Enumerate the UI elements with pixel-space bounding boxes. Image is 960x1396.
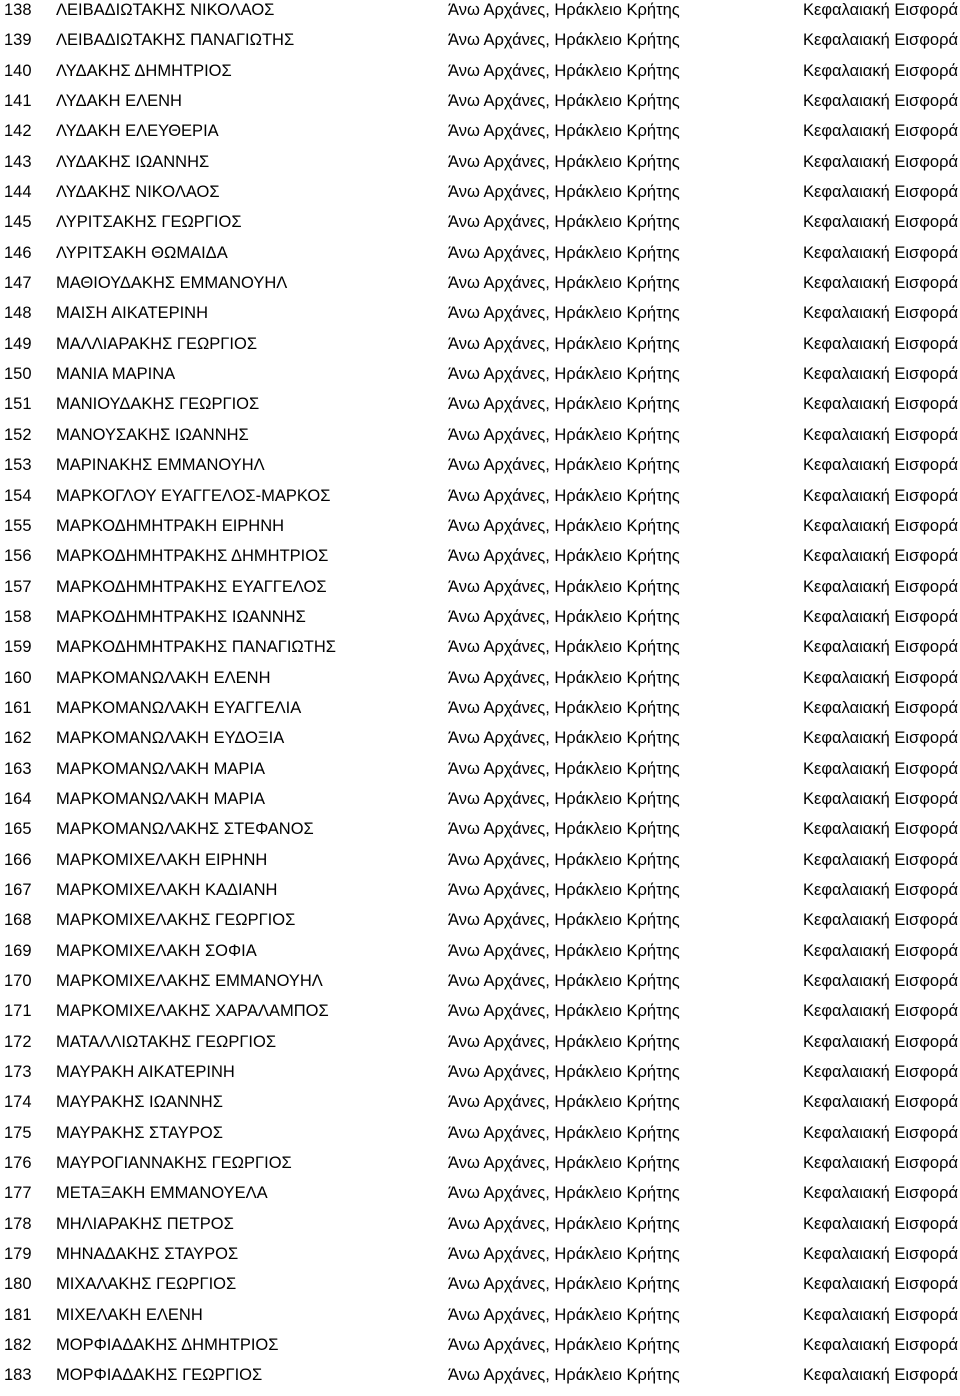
contribution-type: Κεφαλαιακή Εισφορά — [802, 304, 958, 323]
table-row — [0, 334, 960, 364]
row-number: 181 — [4, 1305, 32, 1324]
row-number: 155 — [4, 516, 32, 535]
contribution-type: Κεφαλαιακή Εισφορά — [802, 1123, 958, 1142]
member-name: ΜΑΝΟΥΣΑΚΗΣ ΙΩΑΝΝΗΣ — [56, 425, 249, 444]
member-name: ΛΕΙΒΑΔΙΩΤΑΚΗΣ ΝΙΚΟΛΑΟΣ — [56, 1, 275, 19]
member-location: Άνω Αρχάνες, Ηράκλειο Κρήτης — [448, 395, 680, 414]
member-name: ΜΑΡΚΟΜΑΝΩΛΑΚΗΣ ΣΤΕΦΑΝΟΣ — [56, 820, 314, 839]
row-number: 171 — [4, 1002, 32, 1021]
member-location: Άνω Αρχάνες, Ηράκλειο Κρήτης — [448, 1063, 680, 1082]
row-number: 142 — [4, 122, 32, 141]
contribution-type: Κεφαλαιακή Εισφορά — [802, 486, 958, 505]
contribution-type: Κεφαλαιακή Εισφορά — [802, 1184, 958, 1203]
member-location: Άνω Αρχάνες, Ηράκλειο Κρήτης — [448, 1154, 680, 1173]
member-name: ΜΑΥΡΟΓΙΑΝΝΑΚΗΣ ΓΕΩΡΓΙΟΣ — [56, 1154, 292, 1173]
member-location: Άνω Αρχάνες, Ηράκλειο Κρήτης — [448, 1305, 680, 1324]
table-row — [0, 61, 960, 91]
contribution-type: Κεφαλαιακή Εισφορά — [802, 1063, 958, 1082]
member-location: Άνω Αρχάνες, Ηράκλειο Κρήτης — [448, 486, 680, 505]
member-name: ΜΑΘΙΟΥΔΑΚΗΣ ΕΜΜΑΝΟΥΗΛ — [56, 274, 288, 293]
contribution-type: Κεφαλαιακή Εισφορά — [802, 61, 958, 80]
table-row — [0, 1305, 960, 1335]
member-name: ΛΥΔΑΚΗ ΕΛΕΝΗ — [56, 92, 182, 111]
member-location: Άνω Αρχάνες, Ηράκλειο Κρήτης — [448, 122, 680, 141]
contribution-type: Κεφαλαιακή Εισφορά — [802, 668, 958, 687]
table-row — [0, 30, 960, 60]
table-row — [0, 152, 960, 182]
member-location: Άνω Αρχάνες, Ηράκλειο Κρήτης — [448, 577, 680, 596]
contribution-type: Κεφαλαιακή Εισφορά — [802, 31, 958, 50]
member-name: ΜΑΝΙΑ ΜΑΡΙΝΑ — [56, 365, 176, 384]
table-row — [0, 1032, 960, 1062]
row-number: 154 — [4, 486, 32, 505]
row-number: 141 — [4, 92, 32, 111]
contribution-type: Κεφαλαιακή Εισφορά — [802, 547, 958, 566]
member-location: Άνω Αρχάνες, Ηράκλειο Κρήτης — [448, 547, 680, 566]
member-location: Άνω Αρχάνες, Ηράκλειο Κρήτης — [448, 1336, 680, 1355]
row-number: 153 — [4, 456, 32, 475]
table-row — [0, 941, 960, 971]
contribution-type: Κεφαλαιακή Εισφορά — [802, 729, 958, 748]
member-name: ΛΥΡΙΤΣΑΚΗΣ ΓΕΩΡΓΙΟΣ — [56, 213, 242, 232]
member-name: ΜΑΡΚΟΔΗΜΗΤΡΑΚΗΣ ΕΥΑΓΓΕΛΟΣ — [56, 577, 327, 596]
member-location: Άνω Αρχάνες, Ηράκλειο Κρήτης — [448, 1184, 680, 1203]
member-name: ΜΑΤΑΛΛΙΩΤΑΚΗΣ ΓΕΩΡΓΙΟΣ — [56, 1032, 277, 1051]
contribution-type: Κεφαλαιακή Εισφορά — [802, 92, 958, 111]
row-number: 165 — [4, 820, 32, 839]
table-row — [0, 698, 960, 728]
member-location: Άνω Αρχάνες, Ηράκλειο Κρήτης — [448, 456, 680, 475]
row-number: 147 — [4, 274, 32, 293]
member-location: Άνω Αρχάνες, Ηράκλειο Κρήτης — [448, 183, 680, 202]
row-number: 179 — [4, 1245, 32, 1264]
contribution-type: Κεφαλαιακή Εισφορά — [802, 850, 958, 869]
member-name: ΜΟΡΦΙΑΔΑΚΗΣ ΔΗΜΗΤΡΙΟΣ — [56, 1336, 279, 1355]
table-row — [0, 668, 960, 698]
table-row — [0, 971, 960, 1001]
member-location: Άνω Αρχάνες, Ηράκλειο Κρήτης — [448, 1366, 680, 1385]
member-name: ΜΗΝΑΔΑΚΗΣ ΣΤΑΥΡΟΣ — [56, 1245, 239, 1264]
table-row — [0, 546, 960, 576]
contribution-type: Κεφαλαιακή Εισφορά — [802, 1214, 958, 1233]
member-location: Άνω Αρχάνες, Ηράκλειο Κρήτης — [448, 1214, 680, 1233]
row-number: 156 — [4, 547, 32, 566]
row-number: 139 — [4, 31, 32, 50]
table-row — [0, 516, 960, 546]
member-location: Άνω Αρχάνες, Ηράκλειο Κρήτης — [448, 243, 680, 262]
member-name: ΜΑΛΛΙΑΡΑΚΗΣ ΓΕΩΡΓΙΟΣ — [56, 334, 258, 353]
member-location: Άνω Αρχάνες, Ηράκλειο Κρήτης — [448, 1032, 680, 1051]
table-row — [0, 455, 960, 485]
member-name: ΜΑΡΚΟΜΙΧΕΛΑΚΗΣ ΓΕΩΡΓΙΟΣ — [56, 911, 296, 930]
member-location: Άνω Αρχάνες, Ηράκλειο Κρήτης — [448, 425, 680, 444]
contribution-type: Κεφαλαιακή Εισφορά — [802, 183, 958, 202]
member-location: Άνω Αρχάνες, Ηράκλειο Κρήτης — [448, 820, 680, 839]
table-row — [0, 759, 960, 789]
table-row — [0, 1244, 960, 1274]
member-location: Άνω Αρχάνες, Ηράκλειο Κρήτης — [448, 911, 680, 930]
contribution-type: Κεφαλαιακή Εισφορά — [802, 516, 958, 535]
member-name: ΜΑΡΚΟΜΙΧΕΛΑΚΗ ΣΟΦΙΑ — [56, 941, 257, 960]
row-number: 150 — [4, 365, 32, 384]
table-row — [0, 486, 960, 516]
member-location: Άνω Αρχάνες, Ηράκλειο Κρήτης — [448, 638, 680, 657]
contribution-type: Κεφαλαιακή Εισφορά — [802, 1032, 958, 1051]
contribution-type: Κεφαλαιακή Εισφορά — [802, 1275, 958, 1294]
member-name: ΜΑΡΚΟΜΙΧΕΛΑΚΗ ΕΙΡΗΝΗ — [56, 850, 268, 869]
row-number: 149 — [4, 334, 32, 353]
member-name: ΜΑΥΡΑΚΗΣ ΣΤΑΥΡΟΣ — [56, 1123, 223, 1142]
row-number: 168 — [4, 911, 32, 930]
member-name: ΜΑΡΚΟΜΑΝΩΛΑΚΗ ΜΑΡΙΑ — [56, 759, 265, 778]
row-number: 163 — [4, 759, 32, 778]
table-row — [0, 303, 960, 333]
member-name: ΜΑΝΙΟΥΔΑΚΗΣ ΓΕΩΡΓΙΟΣ — [56, 395, 260, 414]
member-location: Άνω Αρχάνες, Ηράκλειο Κρήτης — [448, 1245, 680, 1264]
member-name: ΜΑΡΙΝΑΚΗΣ ΕΜΜΑΝΟΥΗΛ — [56, 456, 265, 475]
member-location: Άνω Αρχάνες, Ηράκλειο Κρήτης — [448, 759, 680, 778]
row-number: 152 — [4, 425, 32, 444]
member-name: ΜΑΡΚΟΔΗΜΗΤΡΑΚΗΣ ΙΩΑΝΝΗΣ — [56, 607, 306, 626]
table-row — [0, 1335, 960, 1365]
table-row — [0, 1365, 960, 1395]
table-row — [0, 364, 960, 394]
contribution-type: Κεφαλαιακή Εισφορά — [802, 122, 958, 141]
row-number: 159 — [4, 638, 32, 657]
contribution-type: Κεφαλαιακή Εισφορά — [802, 1366, 958, 1385]
row-number: 145 — [4, 213, 32, 232]
row-number: 164 — [4, 789, 32, 808]
row-number: 182 — [4, 1336, 32, 1355]
row-number: 144 — [4, 183, 32, 202]
table-row — [0, 243, 960, 273]
row-number: 177 — [4, 1184, 32, 1203]
contribution-type: Κεφαλαιακή Εισφορά — [802, 1002, 958, 1021]
contribution-type: Κεφαλαιακή Εισφορά — [802, 1093, 958, 1112]
member-name: ΜΑΡΚΟΓΛΟΥ ΕΥΑΓΓΕΛΟΣ-ΜΑΡΚΟΣ — [56, 486, 331, 505]
row-number: 140 — [4, 61, 32, 80]
contribution-type: Κεφαλαιακή Εισφορά — [802, 577, 958, 596]
member-name: ΜΕΤΑΞΑΚΗ ΕΜΜΑΝΟΥΕΛΑ — [56, 1184, 268, 1203]
table-row — [0, 1062, 960, 1092]
row-number: 138 — [4, 1, 32, 19]
member-location: Άνω Αρχάνες, Ηράκλειο Κρήτης — [448, 789, 680, 808]
member-location: Άνω Αρχάνες, Ηράκλειο Κρήτης — [448, 1, 680, 19]
member-location: Άνω Αρχάνες, Ηράκλειο Κρήτης — [448, 92, 680, 111]
member-location: Άνω Αρχάνες, Ηράκλειο Κρήτης — [448, 941, 680, 960]
contribution-type: Κεφαλαιακή Εισφορά — [802, 152, 958, 171]
row-number: 157 — [4, 577, 32, 596]
table-row — [0, 212, 960, 242]
table-row — [0, 789, 960, 819]
member-name: ΜΑΡΚΟΜΙΧΕΛΑΚΗΣ ΕΜΜΑΝΟΥΗΛ — [56, 972, 323, 990]
table-row — [0, 728, 960, 758]
member-location: Άνω Αρχάνες, Ηράκλειο Κρήτης — [448, 880, 680, 899]
row-number: 174 — [4, 1093, 32, 1112]
contribution-type: Κεφαλαιακή Εισφορά — [802, 243, 958, 262]
contribution-type: Κεφαλαιακή Εισφορά — [802, 456, 958, 475]
row-number: 151 — [4, 395, 32, 414]
contribution-type: Κεφαλαιακή Εισφορά — [802, 1154, 958, 1173]
member-location: Άνω Αρχάνες, Ηράκλειο Κρήτης — [448, 61, 680, 80]
table-row — [0, 607, 960, 637]
table-row — [0, 273, 960, 303]
table-row — [0, 1123, 960, 1153]
table-row — [0, 182, 960, 212]
table-row — [0, 577, 960, 607]
member-location: Άνω Αρχάνες, Ηράκλειο Κρήτης — [448, 668, 680, 687]
row-number: 178 — [4, 1214, 32, 1233]
contribution-type: Κεφαλαιακή Εισφορά — [802, 1, 958, 19]
member-name: ΜΑΡΚΟΜΙΧΕΛΑΚΗ ΚΑΔΙΑΝΗ — [56, 880, 278, 899]
row-number: 148 — [4, 304, 32, 323]
table-row — [0, 1001, 960, 1031]
table-row — [0, 850, 960, 880]
member-name: ΜΑΥΡΑΚΗ ΑΙΚΑΤΕΡΙΝΗ — [56, 1063, 235, 1082]
table-row — [0, 1153, 960, 1183]
contribution-type: Κεφαλαιακή Εισφορά — [802, 820, 958, 839]
table-row — [0, 394, 960, 424]
member-name: ΜΑΥΡΑΚΗΣ ΙΩΑΝΝΗΣ — [56, 1093, 223, 1112]
contribution-type: Κεφαλαιακή Εισφορά — [802, 395, 958, 414]
member-location: Άνω Αρχάνες, Ηράκλειο Κρήτης — [448, 31, 680, 50]
member-location: Άνω Αρχάνες, Ηράκλειο Κρήτης — [448, 850, 680, 869]
member-location: Άνω Αρχάνες, Ηράκλειο Κρήτης — [448, 972, 680, 990]
contribution-type: Κεφαλαιακή Εισφορά — [802, 972, 958, 990]
row-number: 183 — [4, 1366, 32, 1385]
member-name: ΜΑΙΣΗ ΑΙΚΑΤΕΡΙΝΗ — [56, 304, 209, 323]
member-location: Άνω Αρχάνες, Ηράκλειο Κρήτης — [448, 516, 680, 535]
contribution-type: Κεφαλαιακή Εισφορά — [802, 274, 958, 293]
contribution-type: Κεφαλαιακή Εισφορά — [802, 1336, 958, 1355]
row-number: 172 — [4, 1032, 32, 1051]
member-name: ΜΙΧΑΛΑΚΗΣ ΓΕΩΡΓΙΟΣ — [56, 1275, 237, 1294]
member-location: Άνω Αρχάνες, Ηράκλειο Κρήτης — [448, 729, 680, 748]
table-row — [0, 910, 960, 940]
member-location: Άνω Αρχάνες, Ηράκλειο Κρήτης — [448, 334, 680, 353]
table-row — [0, 0, 960, 30]
contribution-type: Κεφαλαιακή Εισφορά — [802, 213, 958, 232]
member-name: ΜΑΡΚΟΜΑΝΩΛΑΚΗ ΕΥΔΟΞΙΑ — [56, 729, 285, 748]
member-name: ΜΑΡΚΟΔΗΜΗΤΡΑΚΗΣ ΠΑΝΑΓΙΩΤΗΣ — [56, 638, 336, 657]
row-number: 170 — [4, 972, 32, 990]
table-row — [0, 91, 960, 121]
row-number: 161 — [4, 698, 32, 717]
table-row — [0, 880, 960, 910]
member-location: Άνω Αρχάνες, Ηράκλειο Κρήτης — [448, 1093, 680, 1112]
table-row — [0, 1274, 960, 1304]
contribution-type: Κεφαλαιακή Εισφορά — [802, 880, 958, 899]
member-name: ΜΑΡΚΟΜΑΝΩΛΑΚΗ ΕΥΑΓΓΕΛΙΑ — [56, 698, 302, 717]
row-number: 146 — [4, 243, 32, 262]
table-row — [0, 637, 960, 667]
row-number: 162 — [4, 729, 32, 748]
row-number: 169 — [4, 941, 32, 960]
member-name: ΜΑΡΚΟΜΙΧΕΛΑΚΗΣ ΧΑΡΑΛΑΜΠΟΣ — [56, 1002, 329, 1021]
contribution-type: Κεφαλαιακή Εισφορά — [802, 425, 958, 444]
table-row — [0, 425, 960, 455]
member-name: ΛΥΡΙΤΣΑΚΗ ΘΩΜΑΙΔΑ — [56, 243, 228, 262]
member-name: ΜΙΧΕΛΑΚΗ ΕΛΕΝΗ — [56, 1305, 203, 1324]
row-number: 160 — [4, 668, 32, 687]
contribution-type: Κεφαλαιακή Εισφορά — [802, 1245, 958, 1264]
row-number: 167 — [4, 880, 32, 899]
table-row — [0, 1092, 960, 1122]
table-row — [0, 121, 960, 151]
member-name: ΛΥΔΑΚΗΣ ΙΩΑΝΝΗΣ — [56, 152, 210, 171]
member-location: Άνω Αρχάνες, Ηράκλειο Κρήτης — [448, 304, 680, 323]
member-location: Άνω Αρχάνες, Ηράκλειο Κρήτης — [448, 607, 680, 626]
contribution-type: Κεφαλαιακή Εισφορά — [802, 759, 958, 778]
table-row — [0, 1183, 960, 1213]
member-location: Άνω Αρχάνες, Ηράκλειο Κρήτης — [448, 1002, 680, 1021]
member-location: Άνω Αρχάνες, Ηράκλειο Κρήτης — [448, 213, 680, 232]
member-name: ΜΗΛΙΑΡΑΚΗΣ ΠΕΤΡΟΣ — [56, 1214, 234, 1233]
member-name: ΛΥΔΑΚΗΣ ΔΗΜΗΤΡΙΟΣ — [56, 61, 232, 80]
row-number: 180 — [4, 1275, 32, 1294]
contribution-type: Κεφαλαιακή Εισφορά — [802, 941, 958, 960]
row-number: 173 — [4, 1063, 32, 1082]
member-name: ΜΑΡΚΟΔΗΜΗΤΡΑΚΗΣ ΔΗΜΗΤΡΙΟΣ — [56, 547, 329, 566]
contribution-type: Κεφαλαιακή Εισφορά — [802, 911, 958, 930]
member-location: Άνω Αρχάνες, Ηράκλειο Κρήτης — [448, 698, 680, 717]
member-location: Άνω Αρχάνες, Ηράκλειο Κρήτης — [448, 152, 680, 171]
contribution-type: Κεφαλαιακή Εισφορά — [802, 365, 958, 384]
table-row — [0, 819, 960, 849]
contribution-type: Κεφαλαιακή Εισφορά — [802, 607, 958, 626]
member-name: ΛΕΙΒΑΔΙΩΤΑΚΗΣ ΠΑΝΑΓΙΩΤΗΣ — [56, 31, 295, 50]
member-name: ΛΥΔΑΚΗΣ ΝΙΚΟΛΑΟΣ — [56, 183, 220, 202]
row-number: 176 — [4, 1154, 32, 1173]
member-name: ΜΑΡΚΟΜΑΝΩΛΑΚΗ ΕΛΕΝΗ — [56, 668, 271, 687]
table-row — [0, 1214, 960, 1244]
member-name: ΛΥΔΑΚΗ ΕΛΕΥΘΕΡΙΑ — [56, 122, 219, 141]
contribution-type: Κεφαλαιακή Εισφορά — [802, 698, 958, 717]
contribution-type: Κεφαλαιακή Εισφορά — [802, 638, 958, 657]
member-name: ΜΟΡΦΙΑΔΑΚΗΣ ΓΕΩΡΓΙΟΣ — [56, 1366, 263, 1385]
row-number: 166 — [4, 850, 32, 869]
contribution-type: Κεφαλαιακή Εισφορά — [802, 334, 958, 353]
member-name: ΜΑΡΚΟΔΗΜΗΤΡΑΚΗ ΕΙΡΗΝΗ — [56, 516, 285, 535]
member-location: Άνω Αρχάνες, Ηράκλειο Κρήτης — [448, 365, 680, 384]
member-location: Άνω Αρχάνες, Ηράκλειο Κρήτης — [448, 1275, 680, 1294]
member-location: Άνω Αρχάνες, Ηράκλειο Κρήτης — [448, 274, 680, 293]
row-number: 158 — [4, 607, 32, 626]
member-location: Άνω Αρχάνες, Ηράκλειο Κρήτης — [448, 1123, 680, 1142]
contribution-type: Κεφαλαιακή Εισφορά — [802, 789, 958, 808]
member-name: ΜΑΡΚΟΜΑΝΩΛΑΚΗ ΜΑΡΙΑ — [56, 789, 265, 808]
contribution-type: Κεφαλαιακή Εισφορά — [802, 1305, 958, 1324]
row-number: 175 — [4, 1123, 32, 1142]
row-number: 143 — [4, 152, 32, 171]
